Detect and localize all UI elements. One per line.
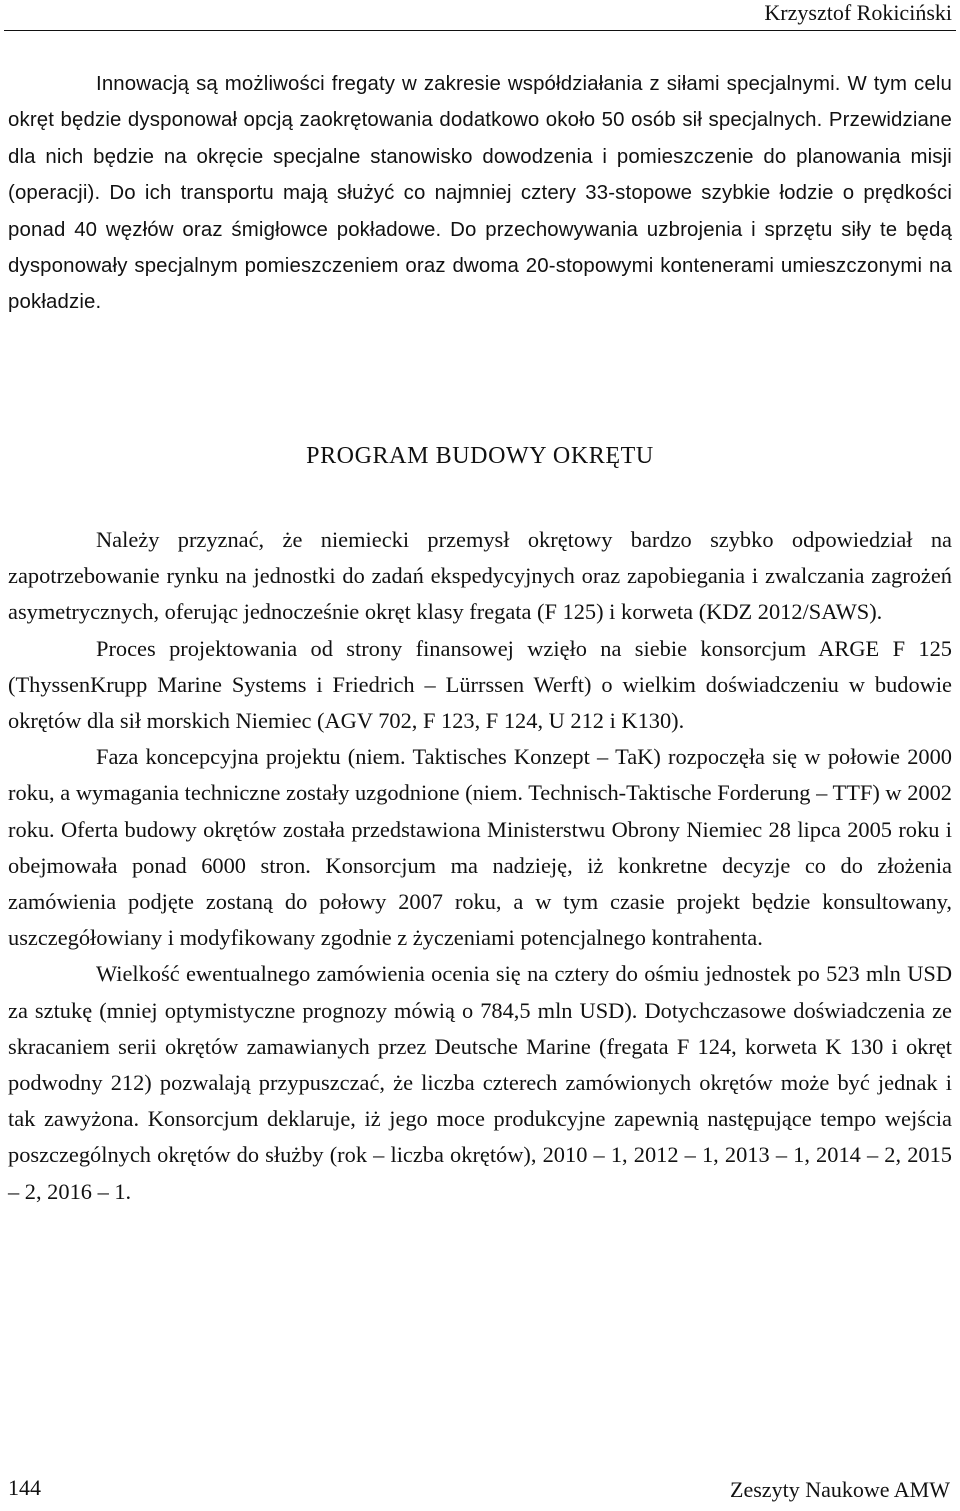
intro-paragraph: Innowacją są możliwości fregaty w zakresie współdziałania z siłami specjalnymi. W tym celu okręt będzie dysponował opcją zaokrętowania dodatkowo około 50 osób sił specjalnych. Przewidziane dla nich będzie na okręcie specjalne stanowisko dowodzenia i pomieszczenie do planowania misji (operacji). Do ich transportu mają służyć co najmniej cztery 33-stopowe szybkie łodzie o prędkości ponad 40 węzłów oraz śmigłowce pokładowe. Do przechowywania uzbrojenia i sprzętu siły te będą dysponowały specjalnym pomieszczeniem oraz dwoma 20-stopowymi kontenerami umieszczonymi na pokładzie. — [8, 73, 952, 314]
section-body — [8, 522, 952, 1210]
page-number: 144 — [8, 1475, 41, 1500]
body-paragraph: Należy przyznać, że niemiecki przemysł okrętowy bardzo szybko odpowiedział na zapotrzebowanie rynku na jednostki do zadań ekspedycyjnych oraz zapobiegania i zwalczania zagrożeń asymetrycznych, oferując jednocześnie okręt klasy fregata (F 125) i korweta (KDZ 2012/SAWS). — [8, 527, 952, 625]
body-paragraph: Wielkość ewentualnego zamówienia ocenia się na cztery do ośmiu jednostek po 523 mln USD za sztukę (mniej optymistyczne prognozy mówią o 784,5 mln USD). Dotychczasowe doświadczenia ze skracaniem serii okrętów zamawianych przez Deutsche Marine (fregata F 124, korweta K 130 i okręt podwodny 212) pozwalają przypuszczać, że liczba czterech zamówionych okrętów może być jednak i tak zawyżona. Konsorcjum deklaruje, iż jego moce produkcyjne zapewnią następujące tempo wejścia poszczególnych okrętów do służby (rok – liczba okrętów), 2010 – 1, 2012 – 1, 2013 – 1, 2014 – 2, 2015 – 2, 2016 – 1. — [8, 961, 952, 1204]
section-heading: PROGRAM BUDOWY OKRĘTU — [306, 443, 654, 469]
body-paragraph: Proces projektowania od strony finansowej wzięło na siebie konsorcjum ARGE F 125 (ThyssenKrupp Marine Systems i Friedrich – Lürrssen Werft) o wielkim doświadczeniu w budowie okrętów dla sił morskich Niemiec (AGV 702, F 123, F 124, U 212 i K130). — [8, 635, 952, 734]
running-header-author: Krzysztof Rokiciński — [764, 0, 952, 25]
body-paragraph: Faza koncepcyjna projektu (niem. Taktisches Konzept – TaK) rozpoczęła się w połowie 2000 roku, a wymagania techniczne zostały uzgodnione (niem. Technisch-Taktische Forderung – TTF) w 2002 roku. Oferta budowy okrętów została przedstawiona Ministerstwu Obrony Niemiec 28 lipca 2005 roku i obejmowała ponad 6000 stron. Konsorcjum ma nadzieję, iż konkretne decyzje co do złożenia zamówienia podjęte zostaną do połowy 2007 roku, a w tym czasie projekt będzie konsultowany, uszczegółowiany i modyfikowany zgodnie z życzeniami potencjalnego kontrahenta. — [8, 744, 952, 951]
intro-text-block — [8, 66, 952, 321]
journal-title: Zeszyty Naukowe AMW — [730, 1477, 950, 1502]
header-rule — [4, 30, 956, 31]
